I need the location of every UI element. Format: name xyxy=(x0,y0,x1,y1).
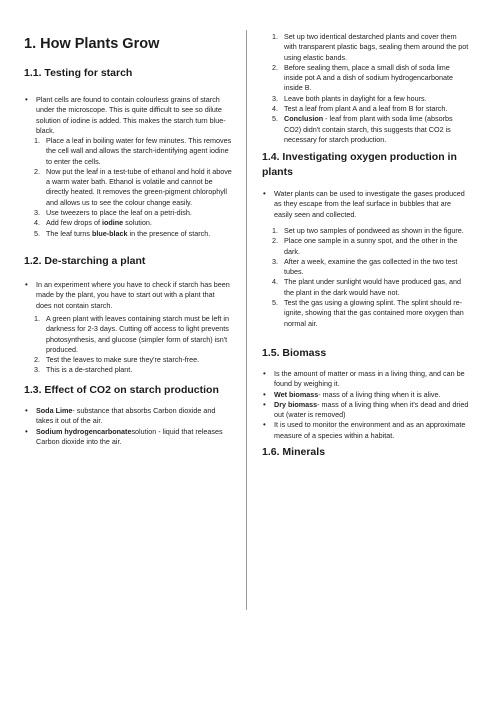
list-item: 2. Place one sample in a sunny spot, and the other in the dark. xyxy=(272,236,458,256)
list-item: 5. Test the gas using a glowing splint. The splint should re-ignite, showing that the gas contained more oxygen than normal air. xyxy=(272,298,464,328)
list-item: 1. Place a leaf in boiling water for few minutes. This removes the cell wall and allows the starch-identifying agent iodine to enter the cells. xyxy=(34,136,232,166)
list-item: • In an experiment where you have to check if starch has been made by the plant, you have to start out with a plant that does not contain starch. xyxy=(24,280,232,311)
starch-test-steps xyxy=(24,136,232,239)
heading-biomass: 1.5. Biomass xyxy=(262,347,327,359)
list-item: 3. Use tweezers to place the leaf on a petri-dish. xyxy=(34,208,192,218)
list-item: • Soda Lime- substance that absorbs Carbon dioxide and takes it out of the air. xyxy=(24,406,232,427)
column-divider xyxy=(246,30,247,610)
heading-co2-effect: 1.3. Effect of CO2 on starch production xyxy=(24,384,219,396)
list-item: 3. This is a de-starched plant. xyxy=(34,365,133,375)
list-item: 2. Test the leaves to make sure they're starch-free. xyxy=(34,355,200,365)
list-item: 1. Set up two samples of pondweed as shown in the figure. xyxy=(272,226,464,235)
list-item: 2. Now put the leaf in a test-tube of ethanol and hold it above a warm water bath. Ethanol is volatile and cannot be directly heated. It removes the green-pigment chlorophyll and allows us to see the colour change easily. xyxy=(34,166,232,207)
list-item: 4. Add few drops of iodine solution. xyxy=(34,218,152,228)
destarch-steps xyxy=(24,314,232,376)
page-title: 1. How Plants Grow xyxy=(24,36,160,52)
list-item: 4. The plant under sunlight would have produced gas, and the plant in the dark would have not. xyxy=(272,277,462,297)
biomass-list xyxy=(262,369,470,441)
co2-experiment-steps xyxy=(262,32,470,145)
list-item: 5. Conclusion - leaf from plant with soda lime (absorbs CO2) didn't contain starch, this suggests that CO2 is necessary for starch production. xyxy=(272,114,453,144)
co2-substances-list xyxy=(24,406,232,447)
list-item: 5. The leaf turns blue-black in the presence of starch. xyxy=(34,228,211,238)
list-item: • Is the amount of matter or mass in a living thing, and can be found by weighing it. xyxy=(262,369,470,390)
list-item: • Water plants can be used to investigate the gases produced as they escape from the leaf surface in bubbles that are easily seen and collected. xyxy=(262,189,470,220)
starch-intro-list xyxy=(24,95,232,136)
heading-oxygen-production: 1.4. Investigating oxygen production in plants xyxy=(262,151,457,178)
list-item: 1. Set up two identical destarched plants and cover them with transparent plastic bags, sealing them around the pot using elastic bands. xyxy=(272,32,469,62)
oxygen-intro-list xyxy=(262,189,470,220)
list-item: • It is used to monitor the environment and as an approximate measure of a species within a habitat. xyxy=(262,420,470,441)
list-item: • Sodium hydrogencarbonatesolution - liquid that releases Carbon dioxide into the air. xyxy=(24,427,232,448)
list-item: 3. After a week, examine the gas collected in the two test tubes. xyxy=(272,256,458,277)
heading-testing-for-starch: 1.1. Testing for starch xyxy=(24,67,133,79)
list-item: • Plant cells are found to contain colourless grains of starch under the microscope. This is quite difficult to see so dilute solution of iodine is added. This makes the starch turn blue-black. xyxy=(24,95,232,136)
heading-de-starching: 1.2. De-starching a plant xyxy=(24,255,146,267)
list-item: 4. Test a leaf from plant A and a leaf from B for starch. xyxy=(272,104,448,114)
list-item: • Dry biomass- mass of a living thing when it's dead and dried out (water is removed) xyxy=(262,400,470,421)
list-item: • Wet biomass- mass of a living thing when it is alive. xyxy=(262,390,470,400)
list-item: 1. A green plant with leaves containing starch must be left in darkness for 2-3 days. Cutting off access to light prevents photosynthesis, and glucose (simpler form of starch) isn't produced. xyxy=(34,314,229,354)
heading-minerals: 1.6. Minerals xyxy=(262,446,326,458)
list-item: 3. Leave both plants in daylight for a few hours. xyxy=(272,93,427,103)
list-item: 2. Before sealing them, place a small dish of soda lime inside pot A and a dish of sodium hydrogencarbonate inside B. xyxy=(272,62,454,93)
destarch-intro-list xyxy=(24,280,232,311)
oxygen-steps xyxy=(262,226,470,329)
